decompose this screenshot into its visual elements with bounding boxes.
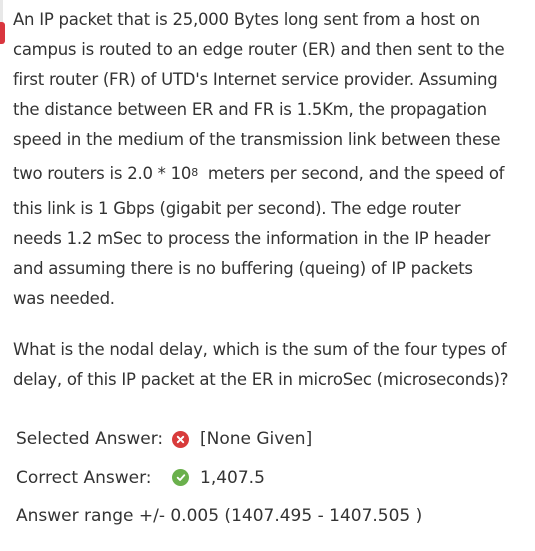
- question-line: first router (FR) of UTD's Internet service provider. Assuming: [13, 70, 498, 89]
- selected-answer-label: Selected Answer:: [16, 429, 164, 450]
- correct-answer-label: Correct Answer:: [16, 467, 152, 488]
- answer-range-row: [16, 497, 422, 536]
- question-line: the distance between ER and FR is 1.5Km, the propagation: [13, 100, 487, 119]
- question-prompt-line: What is the nodal delay, which is the sum of the four types of: [13, 340, 507, 359]
- question-line: was needed.: [13, 289, 115, 308]
- question-line: An IP packet that is 25,000 Bytes long sent from a host on: [13, 10, 480, 29]
- correct-check-icon: [172, 469, 189, 486]
- question-line-with-exponent: [13, 154, 528, 194]
- question-prompt-line: delay, of this IP packet at the ER in microSec (microseconds)?: [13, 370, 509, 389]
- selected-answer-value: [None Given]: [200, 429, 313, 450]
- question-status-marker: [0, 22, 5, 44]
- question-text: [13, 5, 528, 314]
- question-text-segment: meters per second, and the speed of: [197, 164, 505, 183]
- question-line: this link is 1 Gbps (gigabit per second). The edge router: [13, 199, 461, 218]
- question-line: speed in the medium of the transmission link between these: [13, 130, 501, 149]
- question-line: campus is routed to an edge router (ER) and then sent to the: [13, 40, 505, 59]
- exponent: 8: [191, 166, 198, 179]
- correct-answer-row: [16, 459, 422, 498]
- question-prompt: [13, 335, 528, 395]
- correct-answer-value: 1,407.5: [200, 467, 265, 488]
- selected-answer-row: [16, 420, 422, 459]
- question-line: and assuming there is no buffering (queing) of IP packets: [13, 259, 473, 278]
- answer-range-text: Answer range +/- 0.005 (1407.495 - 1407.505 ): [16, 506, 423, 527]
- question-line: needs 1.2 mSec to process the information in the IP header: [13, 229, 491, 248]
- answer-feedback: [16, 420, 422, 536]
- left-edge-bar: [0, 0, 3, 22]
- question-text-segment: two routers is 2.0 * 10: [13, 164, 192, 183]
- incorrect-x-icon: [172, 431, 189, 448]
